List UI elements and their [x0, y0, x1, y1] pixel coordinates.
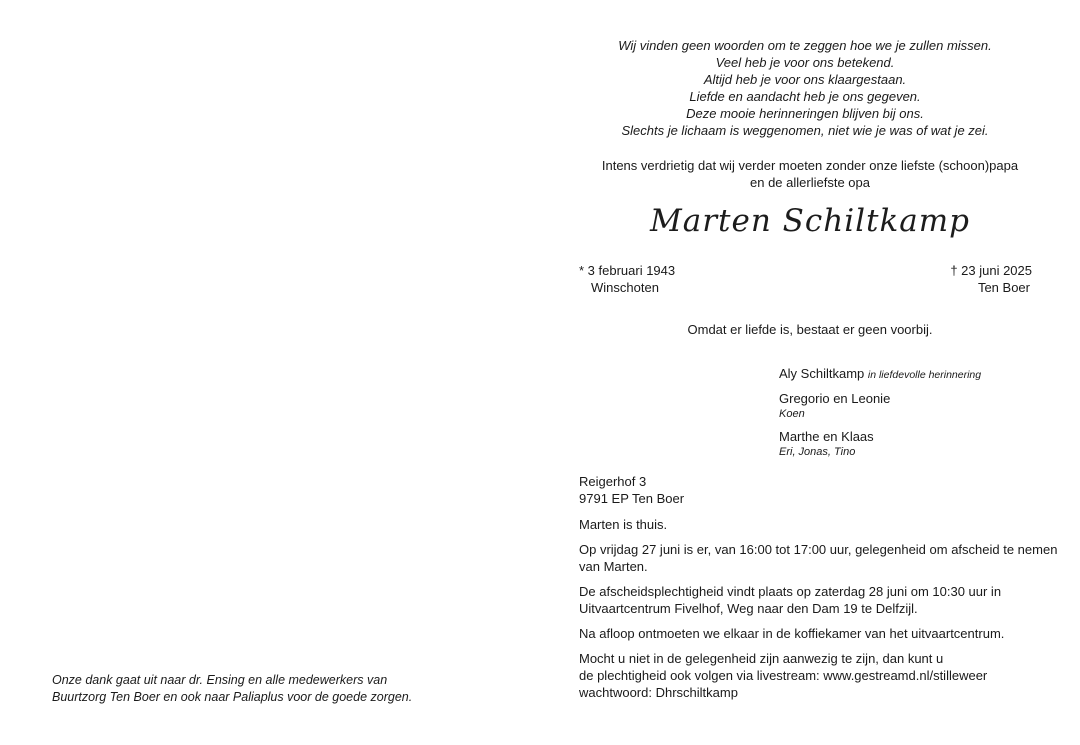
death-place: Ten Boer: [977, 280, 1030, 295]
meeting-notice: Na afloop ontmoeten we elkaar in de koffiekamer van het uitvaartcentrum.: [579, 626, 1005, 641]
address-city: 9791 EP Ten Boer: [579, 491, 685, 506]
thanks-note: [52, 672, 522, 706]
family-member-name: Aly Schiltkamp: [779, 366, 865, 381]
practical-info: [579, 473, 1059, 701]
poem: [560, 37, 1050, 139]
farewell-notice: Op vrijdag 27 juni is er, van 16:00 tot 17:00 uur, gelegenheid om afscheid te nemen van Marten.: [579, 542, 1058, 574]
home-notice: Marten is thuis.: [579, 517, 668, 532]
livestream-line: Mocht u niet in de gelegenheid zijn aanwezig te zijn, dan kunt u: [579, 651, 944, 666]
grandchildren: Eri, Jonas, Tino: [779, 446, 856, 458]
address: [579, 473, 1059, 507]
announcement-intro: [560, 157, 1060, 191]
grandchildren: Koen: [779, 408, 805, 420]
thanks-line: Onze dank gaat uit naar dr. Ensing en alle medewerkers van: [52, 673, 388, 687]
death-date: † 23 juni 2025: [950, 263, 1032, 278]
birth-place: Winschoten: [591, 280, 659, 295]
address-street: Reigerhof 3: [579, 474, 647, 489]
intro-line: Intens verdrietig dat wij verder moeten zonder onze liefste (schoon)papa: [601, 158, 1019, 173]
ceremony-notice: De afscheidsplechtigheid vindt plaats op zaterdag 28 juni om 10:30 uur in Uitvaartcentrum Fivelhof, Weg naar den Dam 19 te Delfzijl.: [579, 584, 1002, 616]
thanks-line: Buurtzorg Ten Boer en ook naar Paliaplus voor de goede zorgen.: [52, 690, 413, 704]
family-member: [779, 391, 981, 421]
family-member: [779, 429, 981, 459]
poem-line: Slechts je lichaam is weggenomen, niet wie je was of wat je zei.: [621, 123, 989, 138]
death-info: [900, 262, 1032, 296]
family-member: [779, 366, 981, 383]
birth-info: [579, 262, 675, 296]
poem-line: Altijd heb je voor ons klaargestaan.: [703, 72, 907, 87]
birth-date: * 3 februari 1943: [579, 263, 676, 278]
family-member-name: Gregorio en Leonie: [779, 391, 891, 406]
family-member-name: Marthe en Klaas: [779, 429, 874, 444]
livestream-password: wachtwoord: Dhrschiltkamp: [579, 685, 738, 700]
poem-line: Wij vinden geen woorden om te zeggen hoe we je zullen missen.: [618, 38, 992, 53]
livestream-notice: [579, 650, 1059, 701]
livestream-line: de plechtigheid ook volgen via livestream: www.gestreamd.nl/stilleweer: [579, 668, 988, 683]
family-member-note: in liefdevolle herinnering: [867, 369, 982, 381]
deceased-name: Marten Schiltkamp: [649, 203, 971, 239]
poem-line: Liefde en aandacht heb je ons gegeven.: [689, 89, 921, 104]
motto: Omdat er liefde is, bestaat er geen voorbij.: [687, 322, 933, 337]
family-list: [779, 366, 981, 467]
poem-line: Veel heb je voor ons betekend.: [715, 55, 895, 70]
intro-line: en de allerliefste opa: [750, 175, 870, 190]
poem-line: Deze mooie herinneringen blijven bij ons.: [686, 106, 924, 121]
